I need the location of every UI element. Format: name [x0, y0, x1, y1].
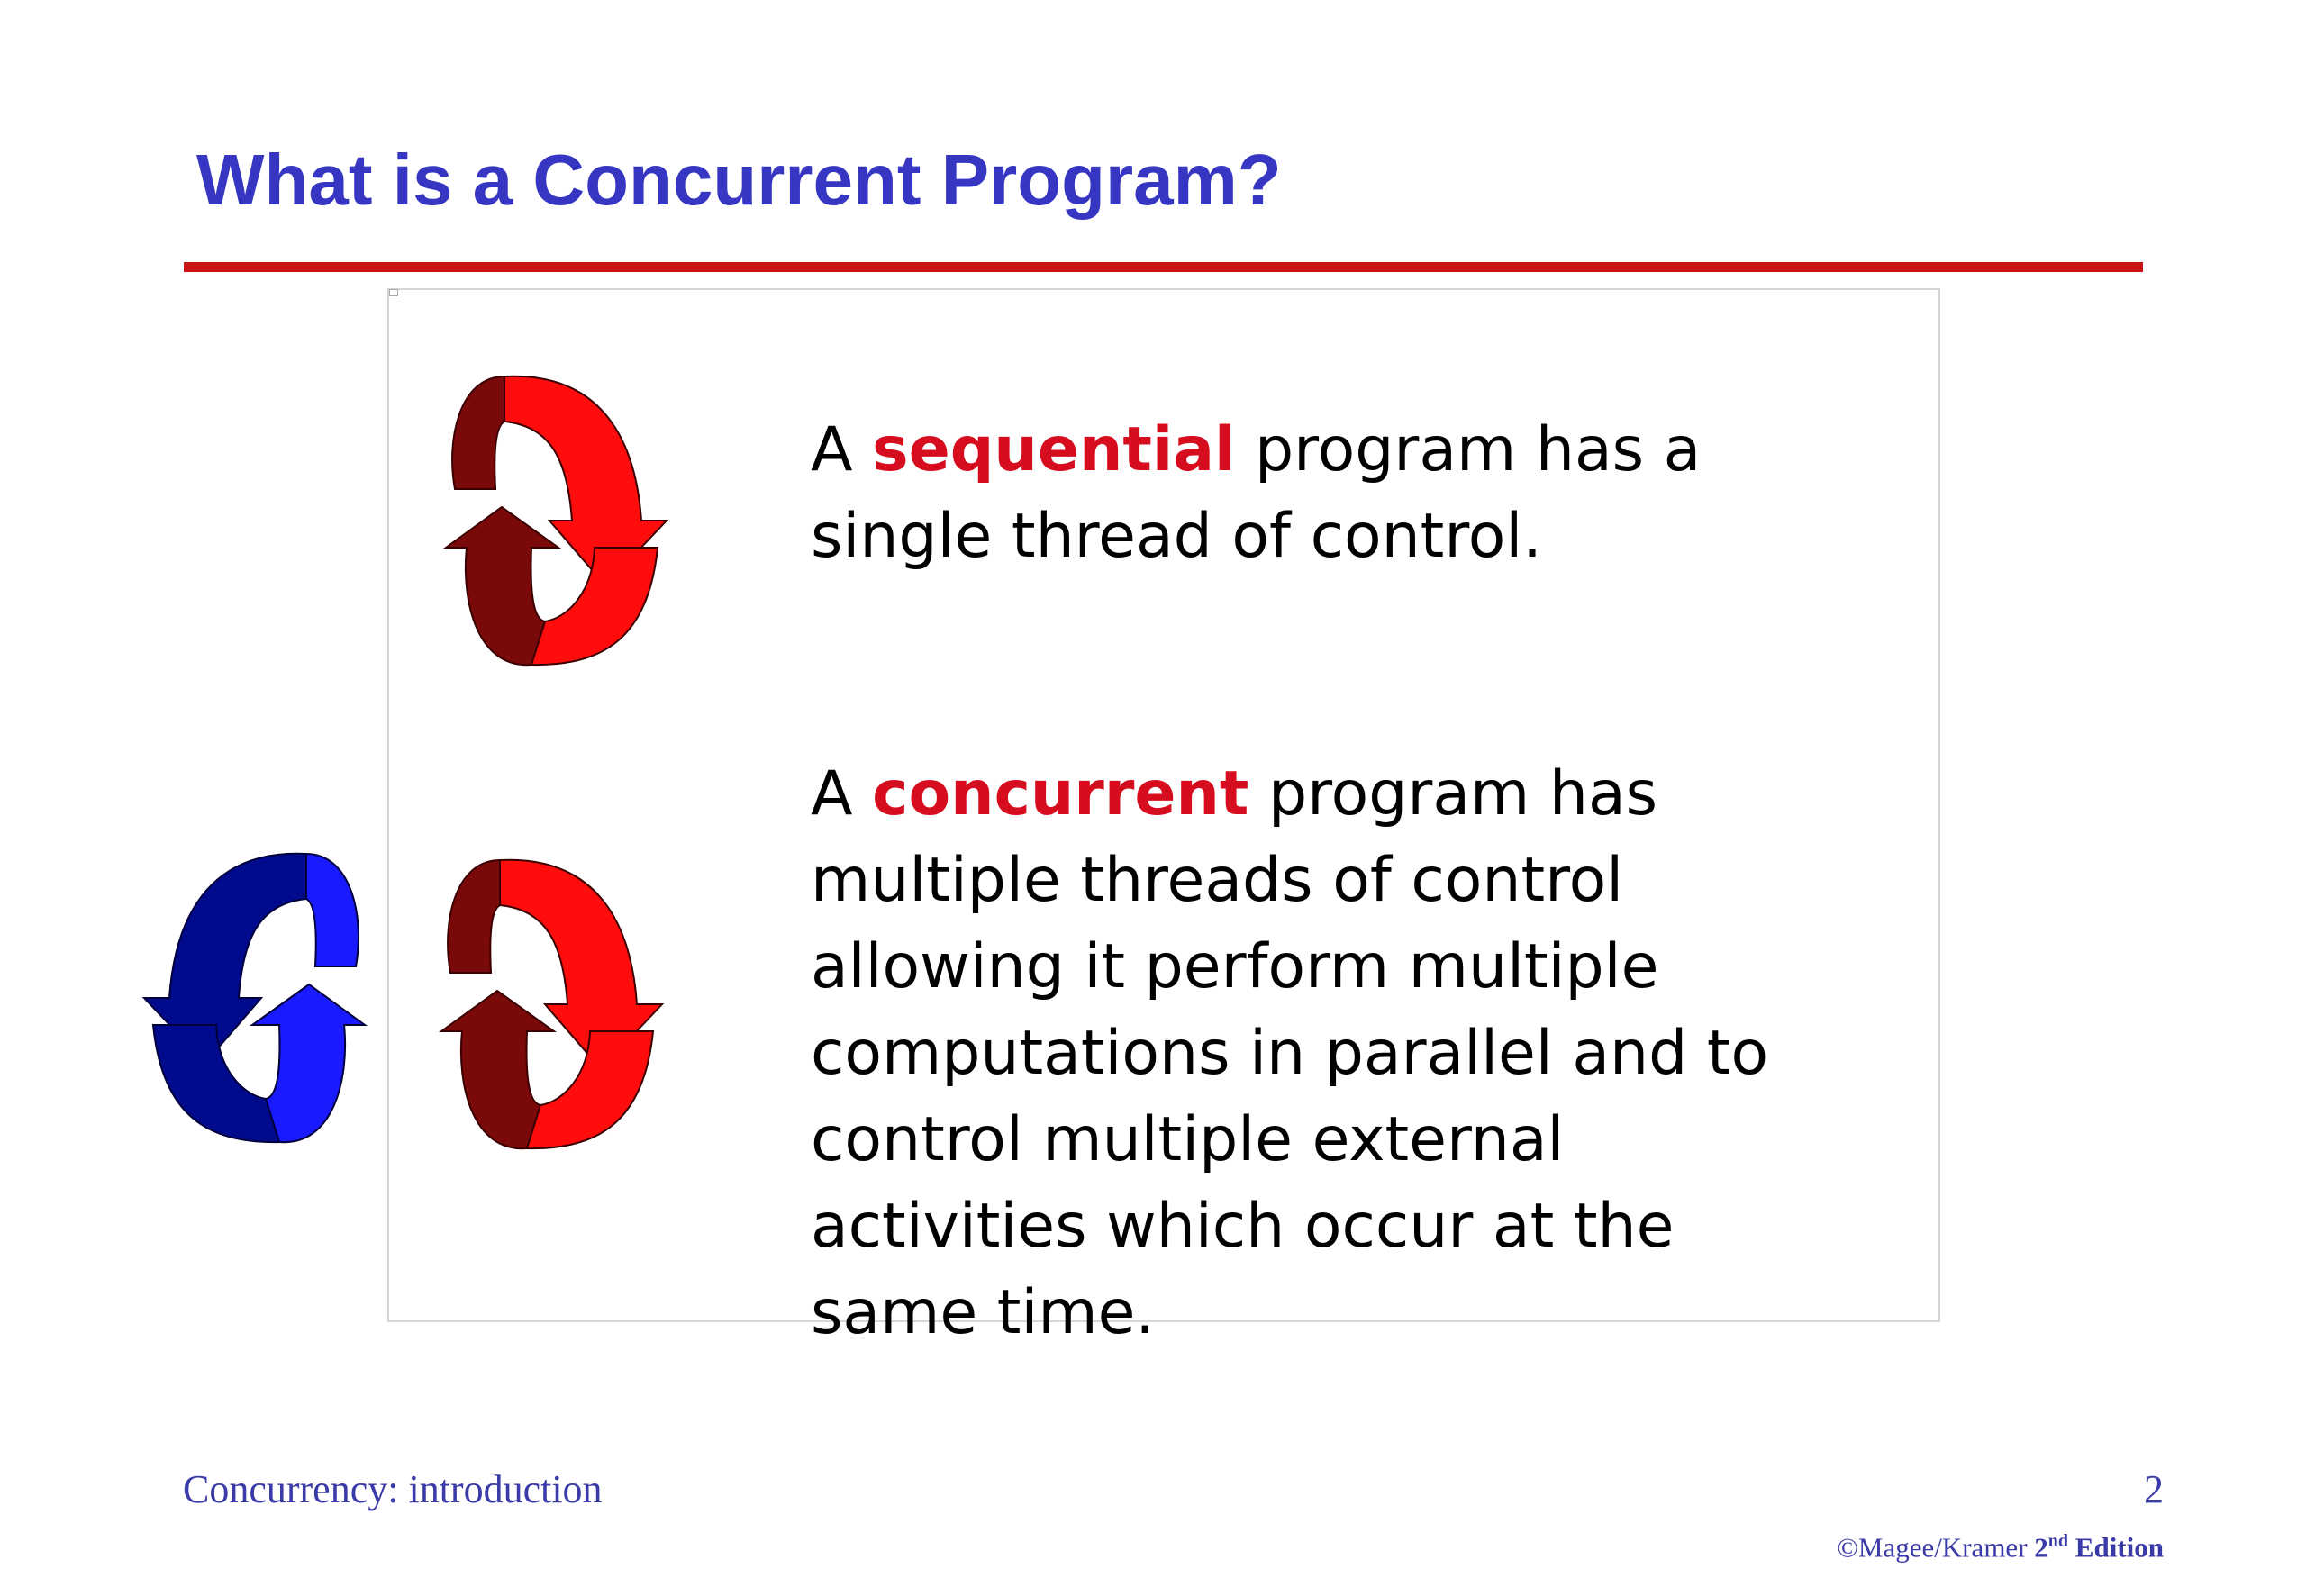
sequential-line-1: A sequential program has a [811, 414, 1702, 485]
concurrent-line: activities which occur at the [811, 1191, 1675, 1262]
concurrent-line: control multiple external [811, 1104, 1565, 1175]
copyright-notice: ©Magee/Kramer 2nd Edition [1837, 1531, 2164, 1564]
cycle-arrows-red-icon [446, 860, 662, 1150]
page-number: 2 [2144, 1467, 2164, 1511]
title-rule [184, 262, 2143, 272]
concurrent-line-1: A concurrent program has [811, 758, 1658, 830]
concurrent-line: multiple threads of control [811, 845, 1624, 916]
concurrent-line: same time. [811, 1277, 1156, 1348]
slide-title: What is a Concurrent Program? [196, 140, 1282, 220]
cycle-arrows-red-icon [450, 376, 667, 667]
footer-course-title: Concurrency: introduction [183, 1467, 603, 1511]
sequential-paragraph [811, 407, 1701, 580]
cycle-arrows-blue-icon [189, 854, 405, 1144]
concurrent-line: computations in parallel and to [811, 1018, 1769, 1089]
concurrent-line: allowing it perform multiple [811, 931, 1659, 1002]
sequential-term: sequential [872, 414, 1236, 485]
sequential-line-2: single thread of control. [811, 501, 1542, 572]
concurrent-term: concurrent [872, 758, 1249, 830]
concurrent-paragraph [811, 751, 1768, 1356]
frame-corner-marker [389, 289, 398, 296]
